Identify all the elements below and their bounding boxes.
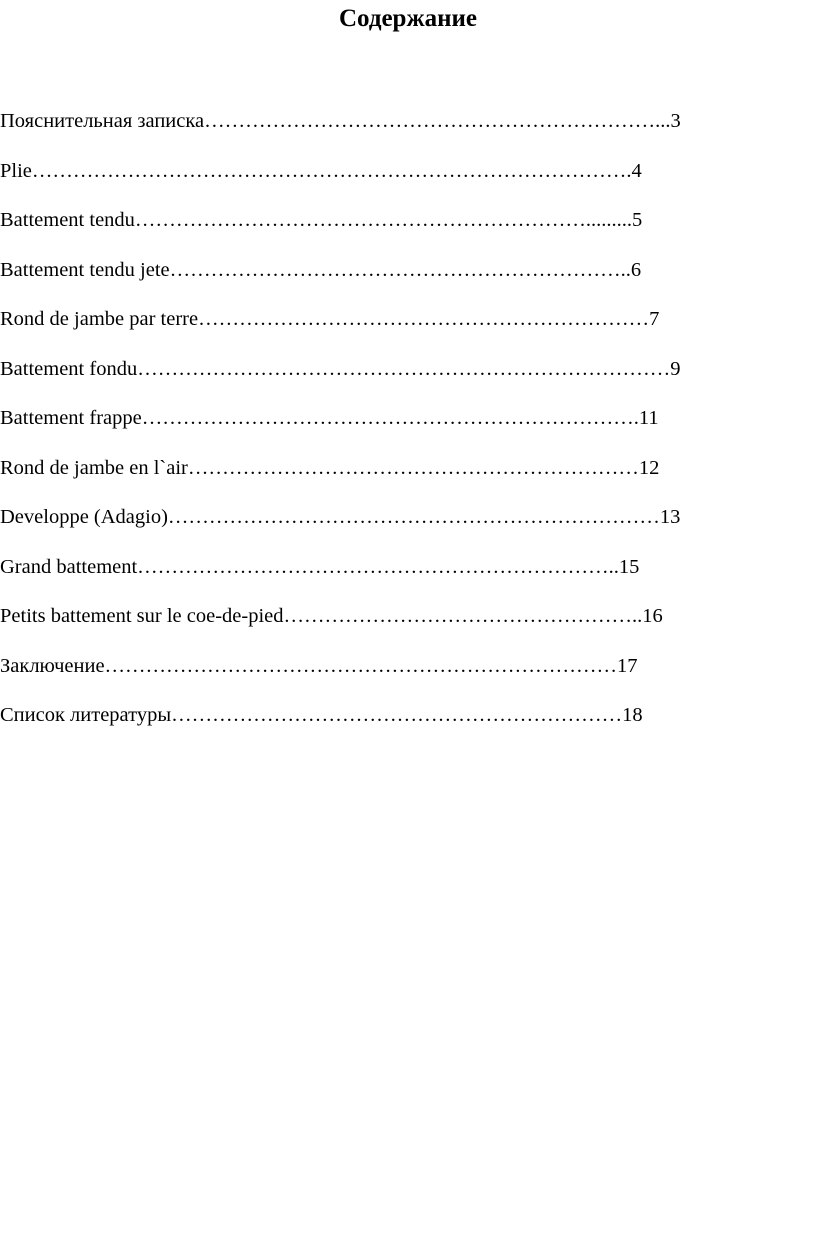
toc-entry-conclusion [0,653,816,703]
toc-entry-rond-de-jambe-en-lair [0,455,816,505]
page-title: Содержание [338,5,477,32]
toc-entry-text: Petits battement sur le coe-de-pied……………………………………………..16 [0,605,663,627]
toc-entry-rond-de-jambe-par-terre [0,306,816,356]
toc-entry-battement-tendu-jete [0,257,816,307]
toc-entry-text: Пояснительная записка…………………………………………………………...3 [0,110,681,132]
toc-entry-developpe [0,504,816,554]
toc-entry-battement-frappe [0,405,816,455]
toc-entry-bibliography [0,702,816,752]
toc-entry-explanatory-note [0,108,816,158]
toc-entry-text: Battement fondu……………………………………………………………………9 [0,357,681,380]
toc-entry-battement-fondu [0,356,816,406]
toc-entry-text: Список литературы…………………………………………………………18 [0,704,643,726]
toc-entry-text: Plie…………………………………………………………………………….4 [0,159,642,182]
toc-entry-text: Battement tendu………………………………………………………….........5 [0,209,643,231]
toc-entry-text: Developpe (Adagio)………………………………………………………………13 [0,506,681,528]
toc-entry-battement-tendu [0,207,816,257]
table-of-contents [0,108,816,752]
toc-entry-text: Grand battement……………………………………………………………..15 [0,555,640,578]
toc-entry-text: Battement tendu jete…………………………………………………………..6 [0,258,642,281]
toc-entry-petits-battement [0,603,816,653]
toc-entry-text: Заключение…………………………………………………………………17 [0,654,638,677]
toc-entry-grand-battement [0,554,816,604]
toc-entry-text: Battement frappe……………………………………………………………….11 [0,407,659,429]
toc-entry-text: Rond de jambe par terre…………………………………………………………7 [0,308,660,330]
toc-entry-text: Rond de jambe en l`air…………………………………………………………12 [0,456,660,479]
toc-entry-plie [0,158,816,208]
